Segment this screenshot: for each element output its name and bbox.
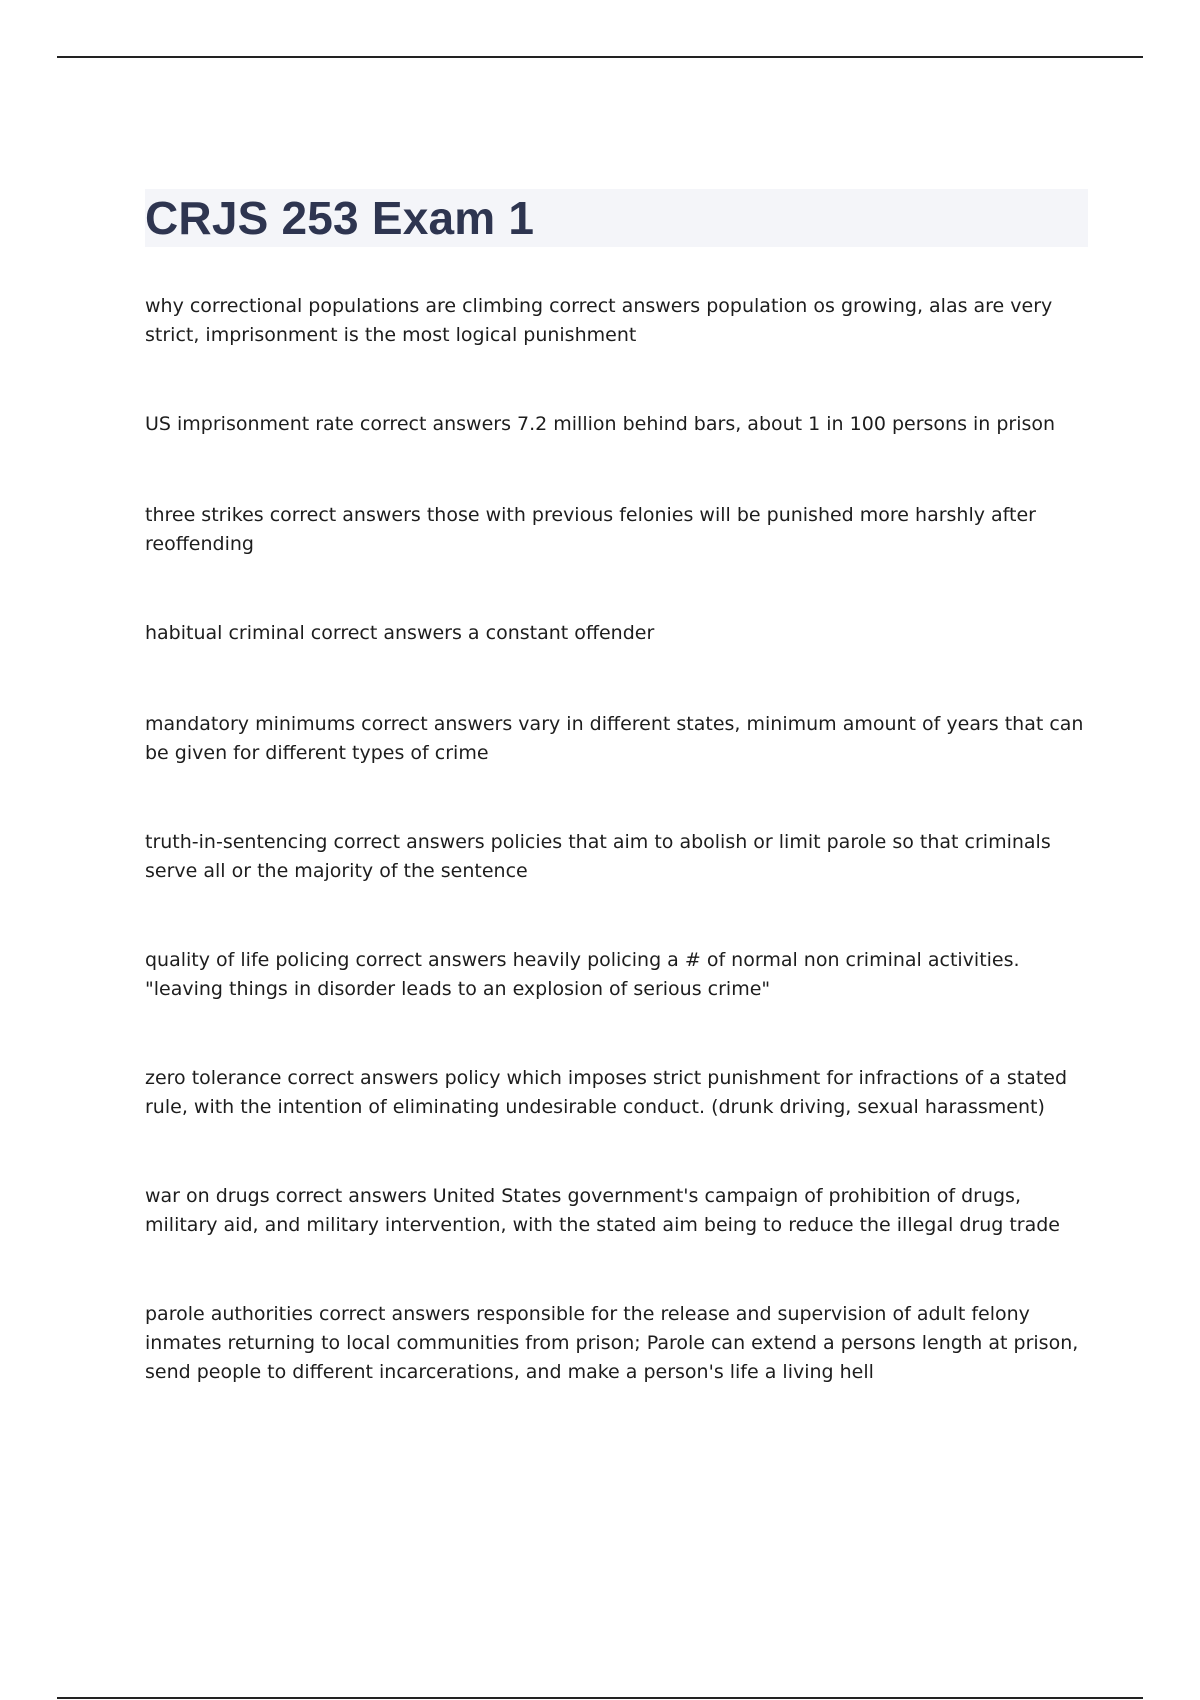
- title-band: [145, 189, 1088, 247]
- bottom-divider: [57, 1697, 1143, 1699]
- document-title: CRJS 253 Exam 1: [145, 192, 535, 244]
- flashcard-entry: mandatory minimums correct answers vary in different states, minimum amount of years that can be given for different types of crime: [145, 713, 1084, 764]
- flashcard-entry: war on drugs correct answers United States government's campaign of prohibition of drugs, military aid, and military intervention, with the stated aim being to reduce the illegal drug trade: [145, 1185, 1060, 1236]
- top-divider: [57, 56, 1143, 58]
- flashcard-entry: why correctional populations are climbing correct answers population os growing, alas are very strict, imprisonment is the most logical punishment: [145, 295, 1053, 346]
- flashcard-entry: three strikes correct answers those with previous felonies will be punished more harshly after reoffending: [145, 504, 1036, 555]
- flashcard-list: [145, 292, 1090, 1387]
- flashcard-entry: quality of life policing correct answers heavily policing a # of normal non criminal activities. "leaving things in disorder leads to an explosion of serious crime": [145, 949, 1020, 1000]
- flashcard-entry: habitual criminal correct answers a constant offender: [145, 622, 655, 644]
- flashcard-entry: US imprisonment rate correct answers 7.2 million behind bars, about 1 in 100 persons in prison: [145, 413, 1056, 435]
- flashcard-entry: parole authorities correct answers responsible for the release and supervision of adult felony inmates returning to local communities from prison; Parole can extend a persons length at prison, send people to different incarcerations, and make a person's life a living hell: [145, 1303, 1079, 1383]
- flashcard-entry: truth-in-sentencing correct answers policies that aim to abolish or limit parole so that criminals serve all or the majority of the sentence: [145, 831, 1051, 882]
- flashcard-entry: zero tolerance correct answers policy which imposes strict punishment for infractions of a stated rule, with the intention of eliminating undesirable conduct. (drunk driving, sexual harassment): [145, 1067, 1068, 1118]
